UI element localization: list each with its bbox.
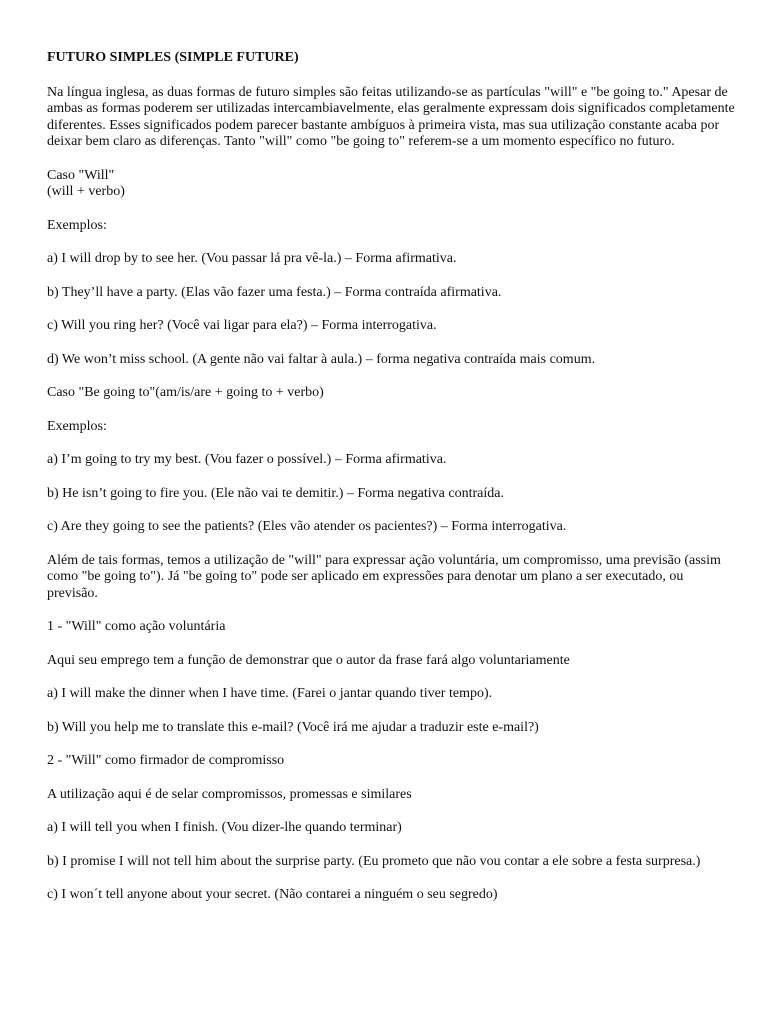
paragraph-line: Na língua inglesa, as duas formas de futuro simples são feitas utilizando-se as partículas "will" e "be going to." Apesar de ambas as formas poderem ser utilizadas intercambiavelmente, elas geralmente expressam dois significados completamente diferentes. Esses significados podem parecer bastante ambíguos à primeira vista, mas sua utilização constante acaba por deixar bem claro as diferenças. Tanto "will" como "be going to" referem-se a um momento específico no futuro. (47, 84, 735, 149)
paragraph-line: a) I’m going to try my best. (Vou fazer o possível.) – Forma afirmativa. (47, 452, 447, 467)
paragraph (47, 318, 737, 335)
paragraph (47, 686, 737, 703)
paragraph (47, 519, 737, 536)
paragraph-line: b) I promise I will not tell him about the surprise party. (Eu prometo que não vou contar a ele sobre a festa surpresa.) (47, 853, 701, 869)
paragraph-line: Caso "Will" (47, 167, 115, 183)
paragraph-line: a) I will tell you when I finish. (Vou dizer-lhe quando terminar) (47, 820, 402, 835)
paragraph-line: Caso "Be going to"(am/is/are + going to + verbo) (47, 385, 324, 400)
paragraph-line: d) We won’t miss school. (A gente não vai faltar à aula.) – forma negativa contraída mais comum. (47, 351, 596, 367)
paragraph (47, 251, 737, 268)
paragraph (47, 854, 737, 871)
paragraph-line: (will + verbo) (47, 184, 125, 199)
paragraph-line: c) Are they going to see the patients? (Eles vão atender os pacientes?) – Forma interrogativa. (47, 519, 567, 534)
paragraph (47, 553, 737, 603)
paragraph (47, 486, 737, 503)
paragraph-line: Além de tais formas, temos a utilização de "will" para expressar ação voluntária, um compromisso, uma previsão (assim como "be going to"). Já "be going to" pode ser aplicado em expressões para denotar um plano a ser executado, ou previsão. (47, 552, 721, 601)
paragraph (47, 753, 737, 770)
paragraph (47, 352, 737, 369)
paragraph-line: A utilização aqui é de selar compromissos, promessas e similares (47, 786, 412, 802)
paragraph-line: Exemplos: (47, 418, 107, 434)
paragraph-line: Exemplos: (47, 217, 107, 233)
paragraph (47, 820, 737, 837)
paragraph-line: b) They’ll have a party. (Elas vão fazer uma festa.) – Forma contraída afirmativa. (47, 284, 502, 300)
paragraph (47, 218, 737, 235)
paragraph (47, 720, 737, 737)
paragraph (47, 887, 737, 904)
paragraph-line: a) I will drop by to see her. (Vou passar lá pra vê-la.) – Forma afirmativa. (47, 251, 457, 266)
document-title: FUTURO SIMPLES (SIMPLE FUTURE) (47, 50, 299, 65)
paragraph (47, 385, 737, 402)
paragraph (47, 168, 737, 201)
paragraph-line: b) Will you help me to translate this e-mail? (Você irá me ajudar a traduzir este e-mail?) (47, 719, 539, 735)
paragraph-line: b) He isn’t going to fire you. (Ele não vai te demitir.) – Forma negativa contraída. (47, 485, 504, 501)
document-page (47, 50, 737, 904)
paragraph-line: c) I won´t tell anyone about your secret. (Não contarei a ninguém o seu segredo) (47, 887, 498, 902)
paragraph (47, 285, 737, 302)
document-body (47, 85, 737, 904)
paragraph-line: Aqui seu emprego tem a função de demonstrar que o autor da frase fará algo voluntariamente (47, 652, 570, 668)
paragraph-line: 1 - "Will" como ação voluntária (47, 619, 226, 634)
paragraph-line: 2 - "Will" como firmador de compromisso (47, 753, 285, 768)
paragraph-line: c) Will you ring her? (Você vai ligar para ela?) – Forma interrogativa. (47, 318, 437, 333)
paragraph (47, 653, 737, 670)
paragraph-line: a) I will make the dinner when I have time. (Farei o jantar quando tiver tempo). (47, 686, 493, 701)
paragraph (47, 619, 737, 636)
paragraph (47, 419, 737, 436)
paragraph (47, 452, 737, 469)
paragraph (47, 85, 737, 151)
paragraph (47, 787, 737, 804)
